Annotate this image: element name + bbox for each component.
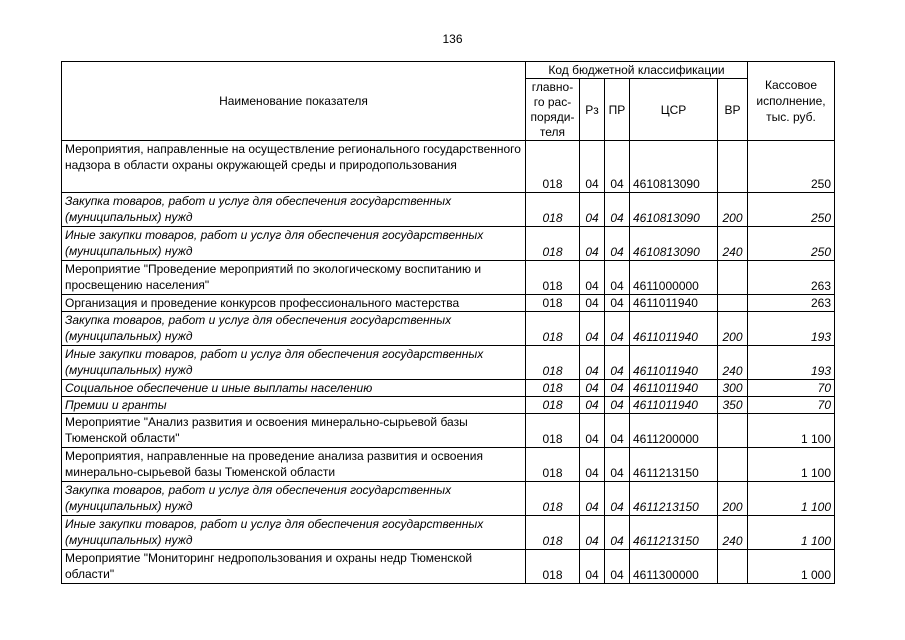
row-rz: 04 (580, 482, 605, 516)
row-glav: 018 (526, 448, 580, 482)
row-name: Мероприятие "Мониторинг недропользования и охраны недр Тюменской области" (62, 550, 526, 584)
row-pr: 04 (605, 397, 630, 414)
row-pr: 04 (605, 482, 630, 516)
header-vr: ВР (718, 79, 748, 141)
header-pr: ПР (605, 79, 630, 141)
row-glav: 018 (526, 397, 580, 414)
row-csr: 4611000000 (630, 261, 718, 295)
row-name: Закупка товаров, работ и услуг для обеспечения государственных (муниципальных) нужд (62, 482, 526, 516)
row-pr: 04 (605, 516, 630, 550)
row-amount: 193 (748, 346, 835, 380)
row-pr: 04 (605, 312, 630, 346)
table-row (62, 227, 835, 261)
row-name: Организация и проведение конкурсов профессионального мастерства (62, 295, 526, 312)
row-rz: 04 (580, 380, 605, 397)
row-name: Мероприятия, направленные на проведение анализа развития и освоения минерально-сырьевой базы Тюменской области (62, 448, 526, 482)
row-amount: 193 (748, 312, 835, 346)
row-glav: 018 (526, 141, 580, 193)
table-row (62, 550, 835, 584)
table-row (62, 380, 835, 397)
row-csr: 4611011940 (630, 380, 718, 397)
row-rz: 04 (580, 193, 605, 227)
row-pr: 04 (605, 414, 630, 448)
row-rz: 04 (580, 414, 605, 448)
row-glav: 018 (526, 380, 580, 397)
row-name: Иные закупки товаров, работ и услуг для обеспечения государственных (муниципальных) нужд (62, 346, 526, 380)
row-csr: 4611011940 (630, 312, 718, 346)
table-body (62, 141, 835, 584)
row-vr: 200 (718, 193, 748, 227)
row-rz: 04 (580, 516, 605, 550)
row-csr: 4611213150 (630, 482, 718, 516)
row-csr: 4611200000 (630, 414, 718, 448)
row-amount: 250 (748, 227, 835, 261)
row-amount: 1 100 (748, 448, 835, 482)
row-pr: 04 (605, 550, 630, 584)
row-rz: 04 (580, 312, 605, 346)
table-row (62, 141, 835, 193)
row-amount: 263 (748, 261, 835, 295)
table-row (62, 346, 835, 380)
row-pr: 04 (605, 227, 630, 261)
row-amount: 250 (748, 193, 835, 227)
row-amount: 1 100 (748, 516, 835, 550)
row-pr: 04 (605, 295, 630, 312)
row-amount: 70 (748, 380, 835, 397)
row-rz: 04 (580, 397, 605, 414)
row-pr: 04 (605, 346, 630, 380)
page-number: 136 (442, 32, 463, 46)
table-row (62, 397, 835, 414)
row-rz: 04 (580, 550, 605, 584)
row-glav: 018 (526, 346, 580, 380)
row-glav: 018 (526, 550, 580, 584)
row-name: Социальное обеспечение и иные выплаты населению (62, 380, 526, 397)
row-name: Иные закупки товаров, работ и услуг для обеспечения государственных (муниципальных) нужд (62, 227, 526, 261)
row-name: Иные закупки товаров, работ и услуг для обеспечения государственных (муниципальных) нужд (62, 516, 526, 550)
row-amount: 1 100 (748, 482, 835, 516)
row-csr: 4611011940 (630, 346, 718, 380)
row-name: Закупка товаров, работ и услуг для обеспечения государственных (муниципальных) нужд (62, 193, 526, 227)
header-csr: ЦСР (630, 79, 718, 141)
row-vr: 240 (718, 516, 748, 550)
table-row (62, 295, 835, 312)
row-csr: 4611213150 (630, 448, 718, 482)
row-pr: 04 (605, 448, 630, 482)
header-code-group: Код бюджетной классификации (526, 62, 748, 79)
row-glav: 018 (526, 193, 580, 227)
row-pr: 04 (605, 193, 630, 227)
row-vr (718, 261, 748, 295)
budget-table (61, 61, 835, 584)
header-glav: главно- го рас- поряди- теля (526, 79, 580, 141)
row-vr: 240 (718, 227, 748, 261)
row-glav: 018 (526, 227, 580, 261)
row-vr (718, 448, 748, 482)
row-glav: 018 (526, 295, 580, 312)
row-csr: 4611011940 (630, 295, 718, 312)
row-csr: 4611300000 (630, 550, 718, 584)
row-pr: 04 (605, 141, 630, 193)
row-amount: 70 (748, 397, 835, 414)
row-vr (718, 550, 748, 584)
row-name: Мероприятие "Анализ развития и освоения минерально-сырьевой базы Тюменской области" (62, 414, 526, 448)
row-amount: 250 (748, 141, 835, 193)
row-glav: 018 (526, 312, 580, 346)
row-csr: 4611011940 (630, 397, 718, 414)
row-vr (718, 295, 748, 312)
table-row (62, 516, 835, 550)
row-rz: 04 (580, 448, 605, 482)
row-csr: 4610813090 (630, 227, 718, 261)
row-glav: 018 (526, 261, 580, 295)
row-rz: 04 (580, 295, 605, 312)
row-name: Закупка товаров, работ и услуг для обеспечения государственных (муниципальных) нужд (62, 312, 526, 346)
row-name: Мероприятие "Проведение мероприятий по экологическому воспитанию и просвещению населения" (62, 261, 526, 295)
row-vr: 240 (718, 346, 748, 380)
row-name: Премии и гранты (62, 397, 526, 414)
row-rz: 04 (580, 346, 605, 380)
row-pr: 04 (605, 380, 630, 397)
row-csr: 4611213150 (630, 516, 718, 550)
row-vr: 200 (718, 482, 748, 516)
row-amount: 1 000 (748, 550, 835, 584)
table-row (62, 414, 835, 448)
row-csr: 4610813090 (630, 193, 718, 227)
row-rz: 04 (580, 227, 605, 261)
row-vr (718, 414, 748, 448)
row-pr: 04 (605, 261, 630, 295)
table-row (62, 482, 835, 516)
row-vr (718, 141, 748, 193)
row-glav: 018 (526, 414, 580, 448)
table-row (62, 193, 835, 227)
row-vr: 300 (718, 380, 748, 397)
table-row (62, 312, 835, 346)
row-glav: 018 (526, 516, 580, 550)
row-vr: 350 (718, 397, 748, 414)
row-name: Мероприятия, направленные на осуществление регионального государственного надзора в области охраны окружающей среды и природопользования (62, 141, 526, 193)
row-rz: 04 (580, 141, 605, 193)
row-rz: 04 (580, 261, 605, 295)
row-glav: 018 (526, 482, 580, 516)
table-row (62, 261, 835, 295)
table-row (62, 448, 835, 482)
header-amount: Кассовое исполнение, тыс. руб. (748, 62, 835, 141)
row-vr: 200 (718, 312, 748, 346)
row-amount: 1 100 (748, 414, 835, 448)
row-amount: 263 (748, 295, 835, 312)
header-rz: Рз (580, 79, 605, 141)
header-name: Наименование показателя (62, 62, 526, 141)
row-csr: 4610813090 (630, 141, 718, 193)
